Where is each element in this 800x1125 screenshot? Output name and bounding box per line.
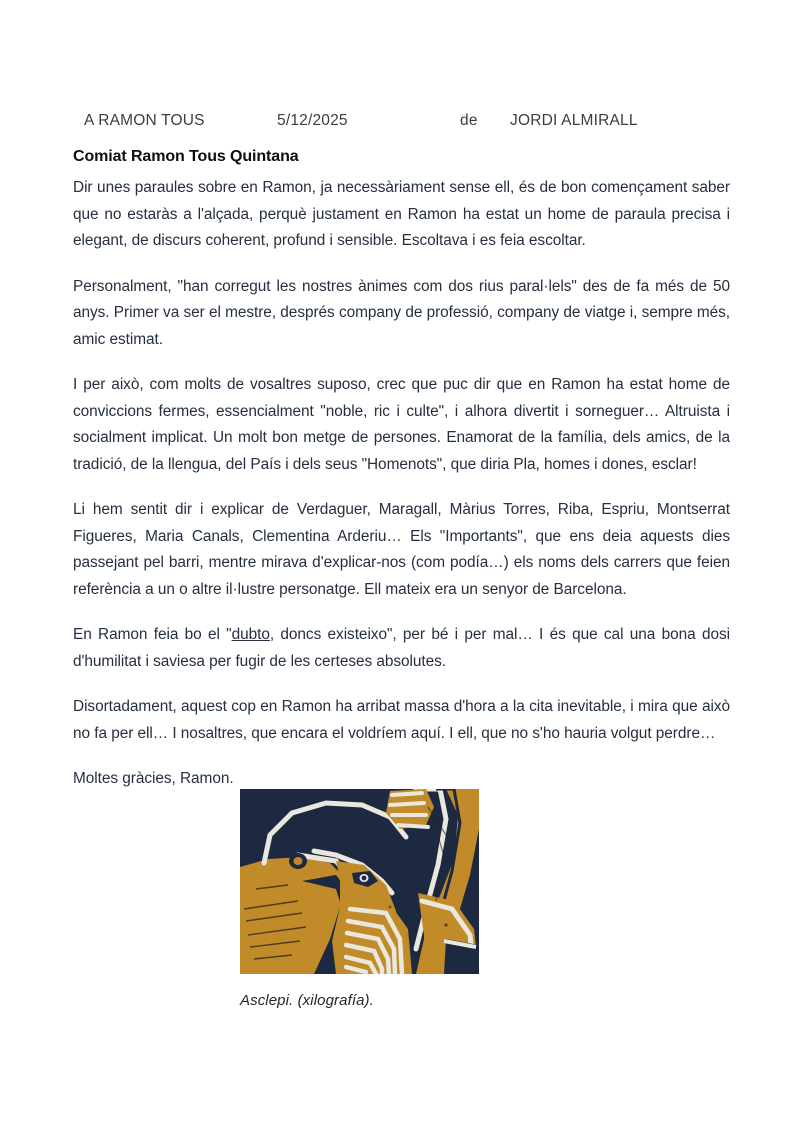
- paragraph-2: Personalment, "han corregut les nostres ànimes com dos rius paral·lels" des de fa més de 50 anys. Primer va ser el mestre, després company de professió, company de viatge i, sempre més, amic estimat.: [73, 277, 730, 348]
- paragraph-5-after: , doncs existeixo", per bé i per mal… I és que cal una bona dosi d'humilitat i saviesa per fugir de les certeses absolutes.: [73, 626, 730, 670]
- figure-asclepi: [240, 789, 479, 974]
- paragraph-closing: Moltes gràcies, Ramon.: [73, 770, 234, 787]
- header-by-label: de: [460, 112, 478, 129]
- document-header: [73, 112, 728, 134]
- paragraph-5-before: En Ramon feia bo el ": [73, 626, 232, 643]
- paragraph-5: [73, 622, 730, 675]
- paragraph-3: I per això, com molts de vosaltres suposo, crec que puc dir que en Ramon ha estat home de conviccions fermes, essencialment "noble, ric i culte", i alhora divertit i sorneguer… Altruista i socialment implicat. Un molt bon metge de persones. Enamorat de la família, dels amics, de la tradició, de la llengua, del País i dels seus "Homenots", que diria Pla, homes i dones, esclar!: [73, 376, 730, 473]
- header-author: JORDI ALMIRALL: [510, 112, 638, 129]
- paragraph-5-underlined-word: dubto: [231, 626, 270, 643]
- figure-caption: Asclepi. (xilografía).: [240, 992, 374, 1009]
- header-recipient: A RAMON TOUS: [84, 112, 205, 129]
- page-title: Comiat Ramon Tous Quintana: [73, 148, 299, 165]
- woodcut-image: [240, 789, 479, 974]
- paragraph-1: Dir unes paraules sobre en Ramon, ja necessàriament sense ell, és de bon començament saber que no estaràs a l'alçada, perquè justament en Ramon ha estat un home de paraula precisa i elegant, de discurs coherent, profund i sensible. Escoltava i es feia escoltar.: [73, 179, 730, 249]
- document-body: [73, 175, 730, 812]
- paragraph-4: Li hem sentit dir i explicar de Verdaguer, Maragall, Màrius Torres, Riba, Espriu, Montserrat Figueres, Maria Canals, Clementina Arderiu… Els "Importants", que ens deia aquests dies passejant pel barri, mentre mirava d'explicar-nos (com podía…) els noms dels carrers que feien referència a un o altre il·lustre personatge. Ell mateix era un senyor de Barcelona.: [73, 501, 730, 598]
- paragraph-6: Disortadament, aquest cop en Ramon ha arribat massa d'hora a la cita inevitable, i mira que això no fa per ell… I nosaltres, que encara el voldríem aquí. I ell, que no s'ho hauria volgut perdre…: [73, 698, 730, 742]
- header-date: 5/12/2025: [277, 112, 348, 129]
- woodcut-artwork: [240, 789, 479, 974]
